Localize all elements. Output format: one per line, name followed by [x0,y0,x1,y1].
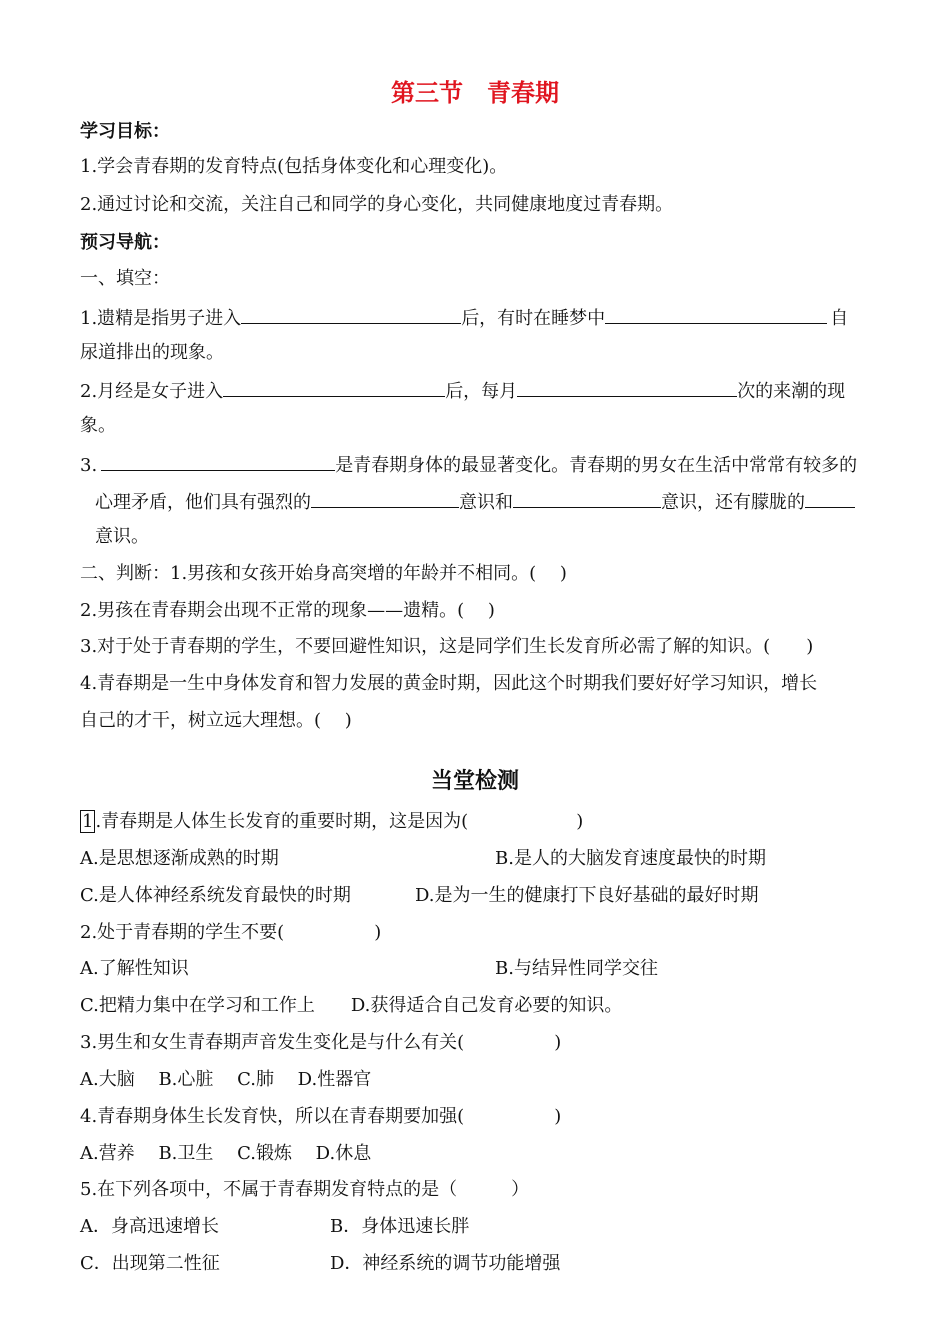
fill-heading: 一、填空： [80,268,170,289]
preview-heading: 预习导航： [80,232,170,253]
test-q1-option-c: C.是人体神经系统发育最快的时期 [80,885,351,906]
fill-q3-blank-3[interactable] [513,489,661,508]
fill-question-1 [80,305,848,330]
test-heading: 当堂检测 [430,769,519,794]
fill-q3-blank-2[interactable] [311,489,459,508]
fill-q3-text-e: 意识，还有朦胧的 [661,492,805,513]
fill-q2-blank-1[interactable] [223,378,445,397]
fill-q1-text-a: 1.遗精是指男子进入 [80,308,242,329]
fill-q1-text-c: 自 [830,308,849,329]
test-question-2: 2.处于青春期的学生不要( ) [80,922,382,943]
test-q4-options: A.营养 B.卫生 C.锻炼 D.休息 [80,1143,372,1164]
fill-q3-text-b: 是青春期身体的最显著变化。青春期的男女在生活中常常有较多的 [335,455,858,476]
fill-q2-continuation: 象。 [80,415,116,436]
page-title [0,78,950,108]
fill-question-2 [80,378,845,403]
fill-q3-blank-1[interactable] [101,452,335,471]
fill-q2-text-b: 后，每月 [445,381,518,402]
test-q2-option-b: B.与结异性同学交往 [495,958,658,979]
test-question-3: 3.男生和女生青春期声音发生变化是与什么有关( ) [80,1032,562,1053]
title-text: 第三节 青春期 [391,79,559,107]
test-q5-option-d: D．神经系统的调节功能增强 [330,1253,561,1274]
fill-q1-blank-2[interactable] [605,305,827,324]
test-question-5: 5.在下列各项中，不属于青春期发育特点的是（ ） [80,1179,530,1200]
judge-item: 4.青春期是一生中身体发育和智力发展的黄金时期，因此这个时期我们要好好学习知识，增长 [80,673,818,694]
fill-q2-text-c: 次的来潮的现 [737,381,846,402]
objectives-heading: 学习目标： [80,121,170,142]
fill-q1-text-b: 后，有时在睡梦中 [461,308,606,329]
test-q2-option-a: A.了解性知识 [80,958,189,979]
test-question-4: 4.青春期身体生长发育快，所以在青春期要加强( ) [80,1106,562,1127]
judge-item: 二、判断：1.男孩和女孩开始身高突增的年龄并不相同。( ) [80,563,567,584]
test-q1-option-b: B.是人的大脑发育速度最快的时期 [495,848,766,869]
test-question-1 [80,811,583,833]
fill-q2-blank-2[interactable] [517,378,737,397]
test-q1-stem: .青春期是人体生长发育的重要时期，这是因为( ) [95,811,584,832]
fill-q1-blank-1[interactable] [241,305,461,324]
fill-q3-text-a: 3. [80,455,98,476]
judge-item: 自己的才干，树立远大理想。( ) [80,710,352,731]
test-q3-options: A.大脑 B.心脏 C.肺 D.性器官 [80,1069,372,1090]
judge-item: 3.对于处于青春期的学生，不要回避性知识，这是同学们生长发育所必需了解的知识。( ) [80,636,814,657]
test-q1-option-a: A.是思想逐渐成熟的时期 [80,848,279,869]
fill-q2-text-a: 2.月经是女子进入 [80,381,224,402]
test-q2-options-cd: C.把精力集中在学习和工作上 D.获得适合自己发育必要的知识。 [80,995,623,1016]
objective-item: 1.学会青春期的发育特点(包括身体变化和心理变化)。 [80,156,508,177]
fill-q3-line-2 [95,489,855,514]
fill-q3-text-d: 意识和 [459,492,513,513]
fill-q3-text-c: 心理矛盾，他们具有强烈的 [95,492,311,513]
fill-question-3 [80,452,857,477]
judge-item: 2.男孩在青春期会出现不正常的现象——遗精。( ) [80,600,495,621]
test-q1-option-d: D.是为一生的健康打下良好基础的最好时期 [415,885,759,906]
test-q5-option-b: B．身体迅速长胖 [330,1216,470,1237]
test-q1-number: 1 [82,811,94,832]
fill-q1-continuation: 尿道排出的现象。 [80,342,224,363]
fill-q3-continuation: 意识。 [95,526,149,547]
fill-q3-blank-4[interactable] [805,489,855,508]
test-q5-option-c: C．出现第二性征 [80,1253,220,1274]
test-q5-option-a: A．身高迅速增长 [80,1216,219,1237]
objective-item: 2.通过讨论和交流，关注自己和同学的身心变化，共同健康地度过青春期。 [80,194,674,215]
